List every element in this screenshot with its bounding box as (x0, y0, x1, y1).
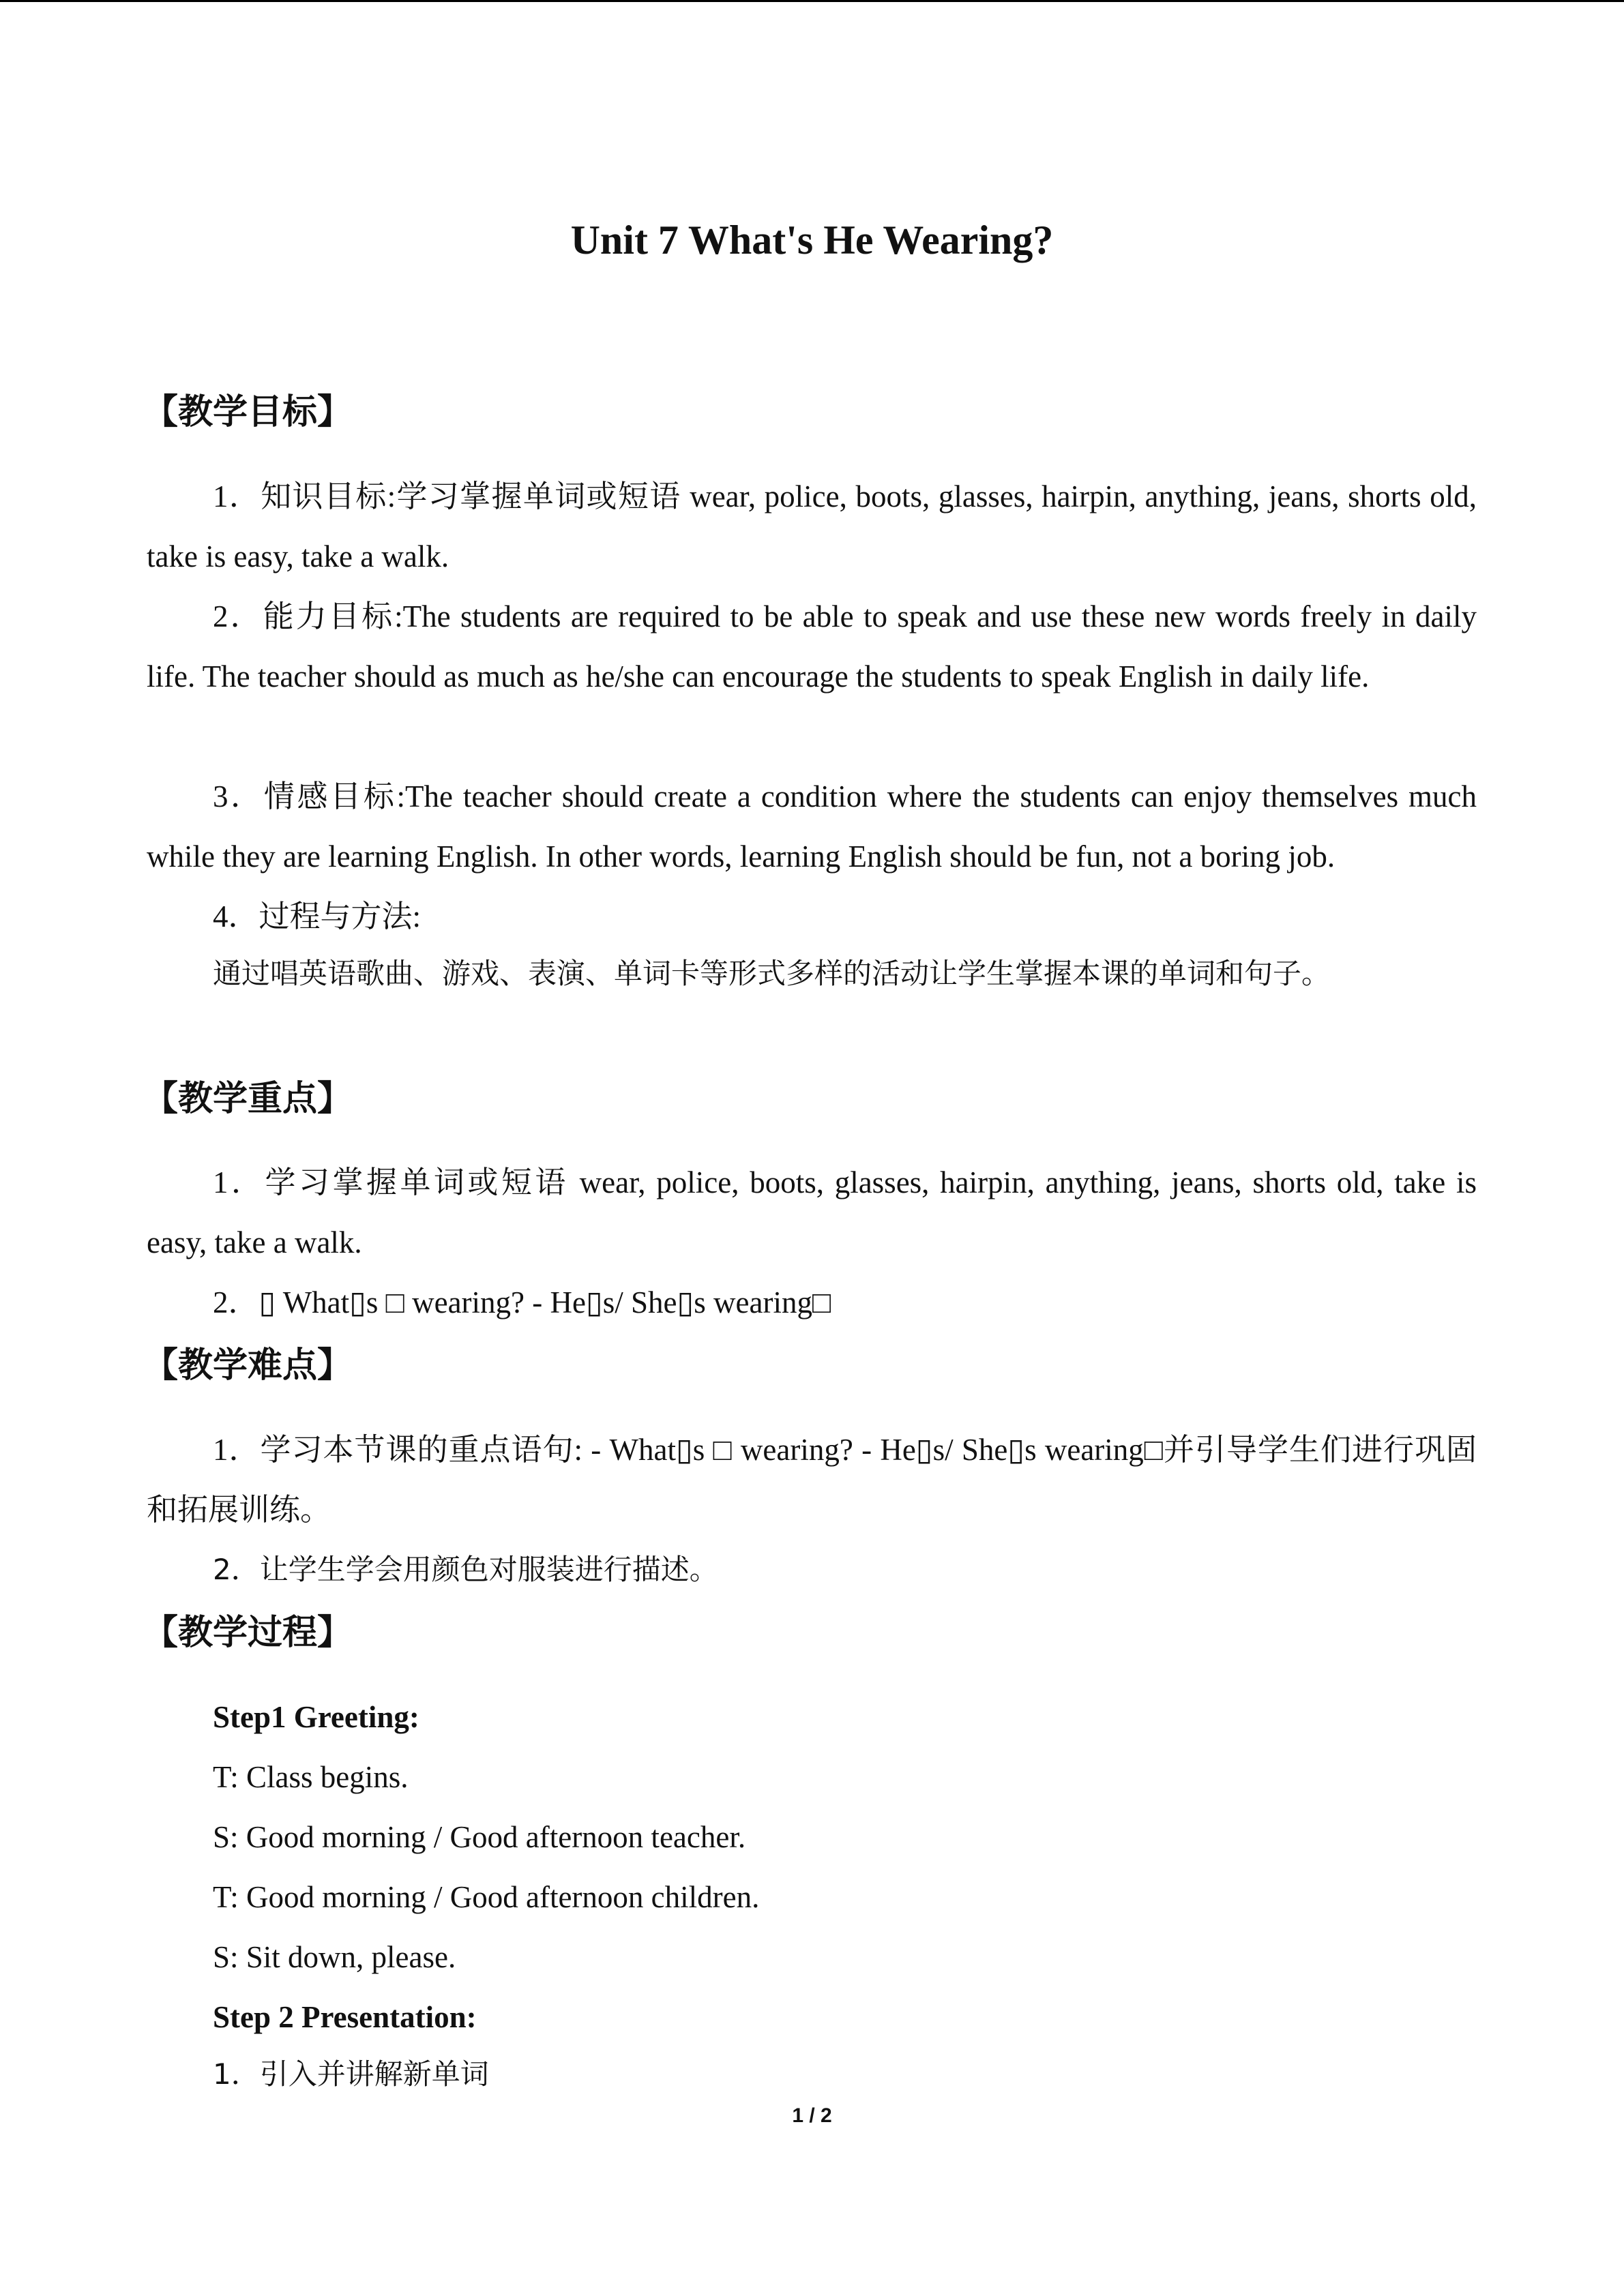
objective-item-2: 2．能力目标:The students are required to be able to speak and use these new words freely in daily life. The teacher should as much as he/she can encourage the students to speak English in daily life. (147, 599, 1477, 694)
step2-item-1: 1．引入并讲解新单词 (213, 2057, 489, 2091)
section-heading-key-points: 【教学重点】 (143, 1079, 353, 1119)
dialogue-line-2: S: Good morning / Good afternoon teacher. (213, 1820, 746, 1854)
section-heading-objectives: 【教学目标】 (143, 392, 353, 432)
dialogue-line-1: T: Class begins. (213, 1760, 409, 1794)
dialogue-line-3: T: Good morning / Good afternoon children. (213, 1880, 760, 1914)
objective-item-1: 1．知识目标:学习掌握单词或短语 wear, police, boots, glasses, hairpin, anything, jeans, shorts old, take is easy, take a walk. (147, 479, 1477, 573)
key-point-item-1: 1．学习掌握单词或短语 wear, police, boots, glasses, hairpin, anything, jeans, shorts old, take is easy, take a walk. (147, 1165, 1477, 1259)
step2-title: Step 2 Presentation: (213, 2000, 477, 2034)
difficulty-item-2: 2．让学生学会用颜色对服装进行描述。 (213, 1553, 718, 1586)
objective-item-5: 通过唱英语歌曲、游戏、表演、单词卡等形式多样的活动让学生掌握本课的单词和句子。 (213, 957, 1331, 990)
dialogue-line-4: S: Sit down, please. (213, 1940, 456, 1974)
section-heading-difficulties: 【教学难点】 (143, 1345, 353, 1386)
section-heading-process: 【教学过程】 (143, 1613, 353, 1653)
step1-title: Step1 Greeting: (213, 1700, 419, 1734)
page-title: Unit 7 What's He Wearing? (570, 218, 1054, 263)
objective-item-3: 3．情感目标:The teacher should create a condition where the students can enjoy themselves much while they are learning English. In other words, learning English should be fun, not a boring job. (147, 779, 1477, 874)
difficulty-item-1: 1．学习本节课的重点语句: - What▯s □ wearing? - He▯s/ She▯s wearing□并引导学生们进行巩固和拓展训练。 (147, 1433, 1477, 1527)
objective-item-4: 4．过程与方法: (213, 899, 422, 934)
page-number: 1 / 2 (792, 2104, 832, 2127)
key-point-item-2: 2．▯ What▯s □ wearing? - He▯s/ She▯s wearing□ (213, 1285, 831, 1320)
